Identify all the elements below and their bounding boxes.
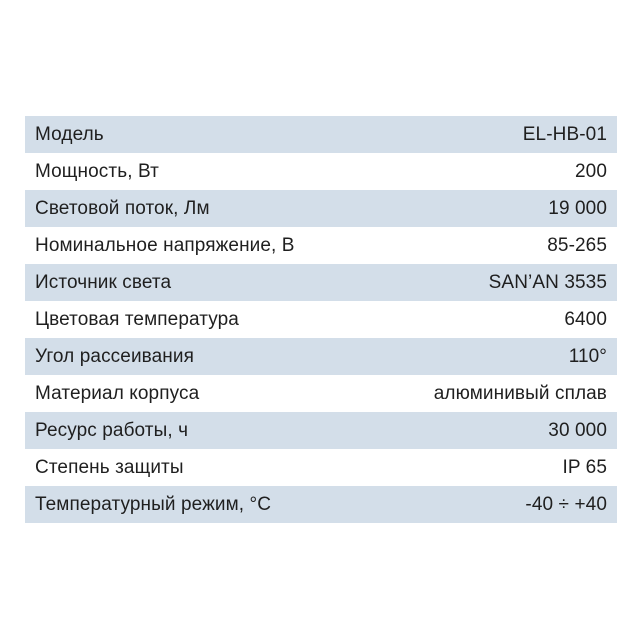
spec-value: 85-265 — [547, 234, 607, 256]
spec-label: Температурный режим, °C — [35, 493, 272, 515]
spec-value: 110° — [568, 345, 607, 367]
spec-value: алюминивый сплав — [433, 382, 607, 404]
spec-value: 30 000 — [548, 419, 607, 441]
spec-value: 200 — [574, 160, 607, 182]
spec-label: Источник света — [35, 271, 172, 293]
spec-label: Материал корпуса — [35, 382, 200, 404]
spec-row-housing-material — [25, 375, 617, 412]
spec-label: Мощность, Вт — [35, 160, 159, 182]
spec-row-protection — [25, 449, 617, 486]
spec-row-power — [25, 153, 617, 190]
spec-value: IP 65 — [562, 456, 607, 478]
spec-row-luminous-flux — [25, 190, 617, 227]
spec-value: SAN’AN 3535 — [488, 271, 607, 293]
spec-row-lifetime — [25, 412, 617, 449]
spec-value: 6400 — [564, 308, 607, 330]
spec-row-temperature-range — [25, 486, 617, 523]
spec-label: Угол рассеивания — [35, 345, 194, 367]
spec-value: 19 000 — [548, 197, 607, 219]
spec-label: Модель — [35, 123, 104, 145]
spec-label: Цветовая температура — [35, 308, 239, 330]
spec-row-voltage — [25, 227, 617, 264]
spec-label: Степень защиты — [35, 456, 184, 478]
spec-label: Номинальное напряжение, В — [35, 234, 295, 256]
spec-row-beam-angle — [25, 338, 617, 375]
spec-row-light-source — [25, 264, 617, 301]
spec-value: -40 ÷ +40 — [525, 493, 607, 515]
spec-table — [25, 116, 617, 523]
spec-value: EL-HB-01 — [522, 123, 607, 145]
spec-label: Ресурс работы, ч — [35, 419, 189, 441]
spec-row-model — [25, 116, 617, 153]
spec-label: Световой поток, Лм — [35, 197, 210, 219]
spec-row-color-temperature — [25, 301, 617, 338]
